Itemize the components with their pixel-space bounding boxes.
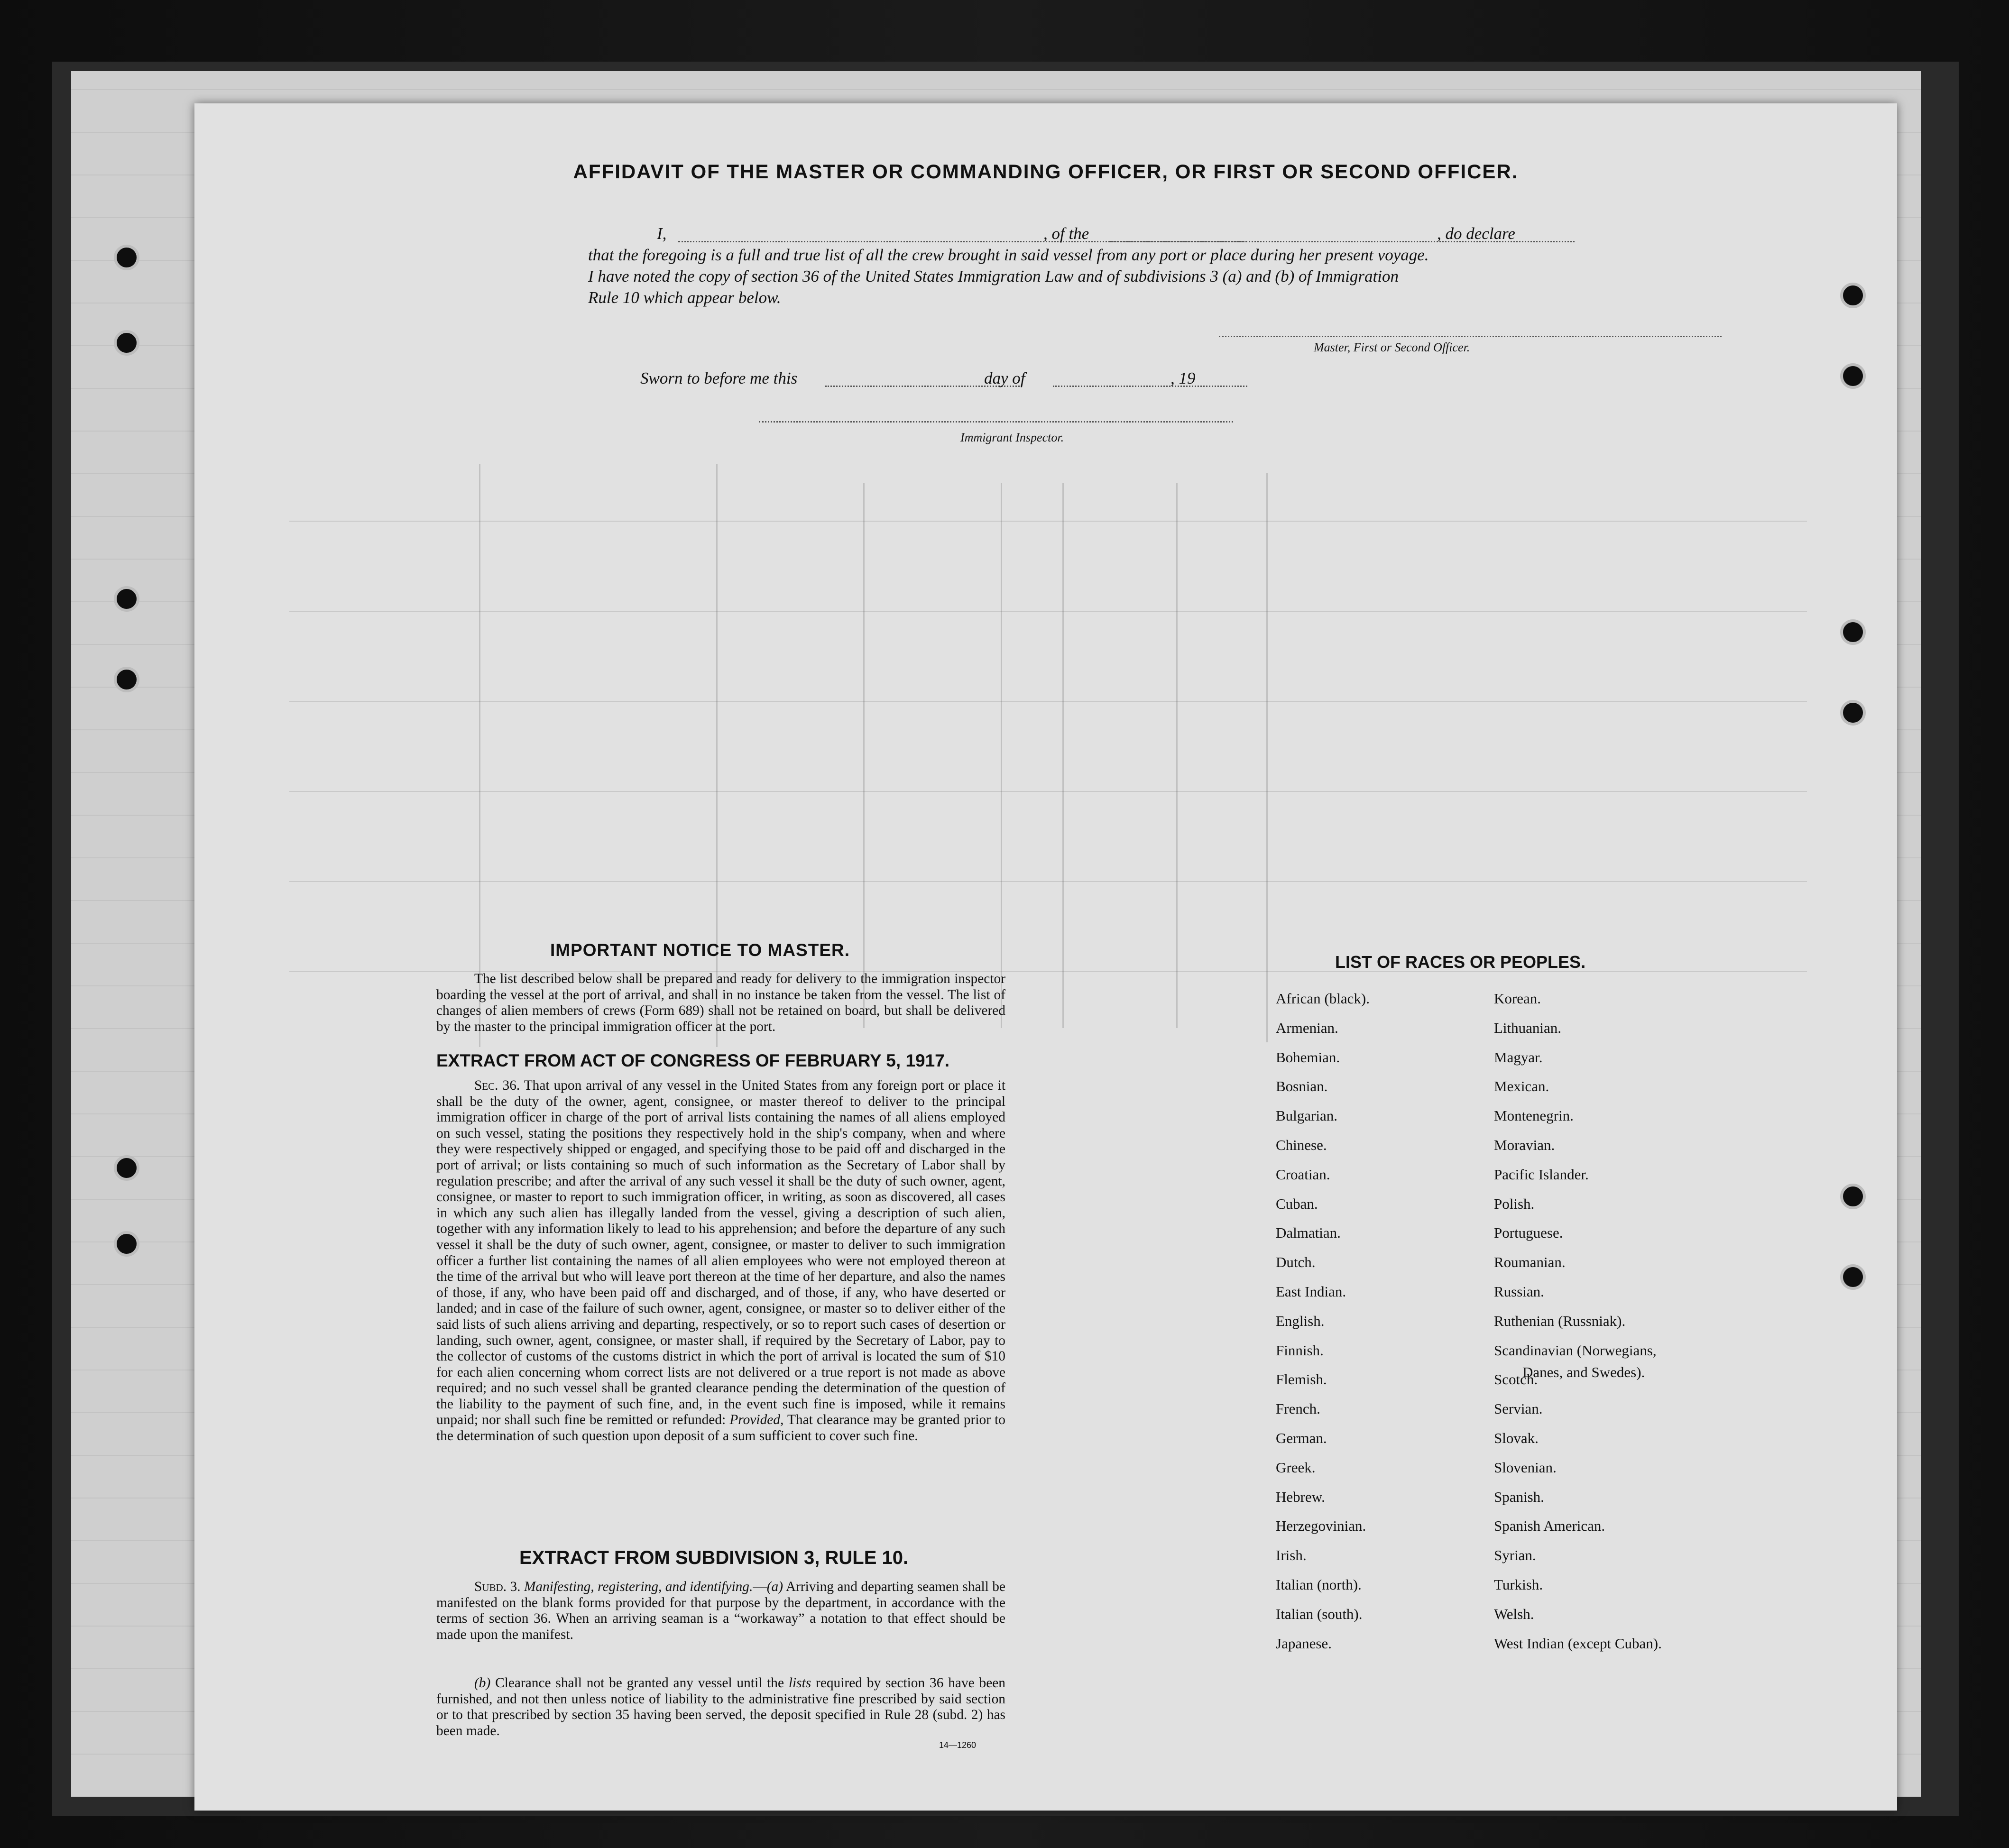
bleed-through-line xyxy=(1266,473,1268,1042)
race-item: Japanese. xyxy=(1276,1635,1332,1652)
race-item: Korean. xyxy=(1494,990,1541,1007)
subd-a-label: (a) xyxy=(766,1579,783,1594)
bleed-through-line xyxy=(1176,483,1178,1028)
race-item: West Indian (except Cuban). xyxy=(1494,1635,1662,1652)
subd-b-text-1: Clearance shall not be granted any vessel until the xyxy=(495,1675,784,1691)
print-code: 14—1260 xyxy=(939,1740,977,1750)
rule-extract-title: EXTRACT FROM SUBDIVISION 3, RULE 10. xyxy=(519,1547,909,1568)
signature-line xyxy=(1219,336,1722,337)
race-item: Hebrew. xyxy=(1276,1488,1325,1505)
race-item: Bosnian. xyxy=(1276,1078,1328,1095)
bleed-through-line xyxy=(863,483,865,1028)
affidavit-page xyxy=(194,103,1897,1811)
race-item: Moravian. xyxy=(1494,1136,1555,1153)
race-item: Scandinavian (Norwegians, xyxy=(1494,1342,1657,1359)
punch-hole xyxy=(114,245,139,270)
sworn-month-blank xyxy=(1053,386,1247,387)
race-item: Servian. xyxy=(1494,1400,1543,1417)
bleed-through-line xyxy=(289,701,1807,702)
affidavit-do-declare: , do declare xyxy=(1437,224,1515,243)
act-extract-text xyxy=(436,1078,1005,1444)
race-item: Irish. xyxy=(1276,1547,1307,1564)
subd-b-text-2: required by section 36 have been furnished, and not then unless notice of liability to the administrative fine prescribed by said section or to that prescribed by section 35 having been served, the deposit specified in Rule 28 (subd. 2) has been made. xyxy=(436,1675,1005,1738)
race-item: Flemish. xyxy=(1276,1371,1327,1388)
punch-hole xyxy=(1840,700,1866,726)
race-item: Greek. xyxy=(1276,1459,1316,1476)
affidavit-of-the: , of the xyxy=(1043,224,1089,243)
races-left-column xyxy=(1276,989,1370,1663)
rule-subd-b xyxy=(436,1675,1005,1739)
proviso-word: Provided, xyxy=(729,1412,784,1428)
sworn-prefix: Sworn to before me this xyxy=(640,369,798,387)
punch-hole xyxy=(1840,283,1866,308)
race-item: Chinese. xyxy=(1276,1136,1327,1153)
bleed-through-line xyxy=(1001,483,1002,1028)
bleed-through-line xyxy=(289,791,1807,792)
bleed-through-line xyxy=(289,611,1807,612)
race-item: Italian (north). xyxy=(1276,1576,1362,1593)
race-item: Cuban. xyxy=(1276,1195,1318,1212)
punch-hole xyxy=(114,1155,139,1181)
punch-hole xyxy=(114,330,139,356)
race-item: Dutch. xyxy=(1276,1254,1316,1271)
race-item: Mexican. xyxy=(1494,1078,1549,1095)
affidavit-line-2: that the foregoing is a full and true list of all the crew brought in said vessel from any port or place during her present voyage. xyxy=(588,246,1429,264)
inspector-signature-line xyxy=(759,421,1233,423)
section-text-end: That clearance may be granted prior to the determination of such question upon deposit of a sum sufficient to cover such fine. xyxy=(436,1412,1005,1444)
race-item: Polish. xyxy=(1494,1195,1535,1212)
subd-heading: Manifesting, registering, and identifying. xyxy=(524,1579,753,1594)
notice-text: The list described below shall be prepared and ready for delivery to the immigration inspector boarding the vessel at the port of arrival, and shall in no instance be taken from the vessel. The list of changes of alien members of crews (Form 689) shall not be retained on board, but shall be delivered by the master to the principal immigration officer at the port. xyxy=(436,971,1005,1034)
sworn-day-of: day of xyxy=(984,369,1025,387)
punch-hole xyxy=(114,1231,139,1257)
race-item: Montenegrin. xyxy=(1494,1107,1574,1124)
race-item: Roumanian. xyxy=(1494,1254,1566,1271)
races-right-column xyxy=(1494,989,1662,1663)
race-item: East Indian. xyxy=(1276,1283,1346,1300)
rule-subd-a: Subd. 3. Manifesting, registering, and identifying.—(a) Arriving and departing seamen shall be manifested on the blank forms provided for that purpose by the department, in accordance with the terms of section 36. When an arriving seaman is a “workaway” a notation to that effect should be made upon the manifest. xyxy=(436,1579,1005,1642)
affidavit-line-4: Rule 10 which appear below. xyxy=(588,288,781,307)
race-item: Spanish. xyxy=(1494,1488,1544,1505)
subd-label: Subd. 3. xyxy=(474,1579,521,1594)
race-item: African (black). xyxy=(1276,990,1370,1007)
race-item: Slovenian. xyxy=(1494,1459,1557,1476)
race-item: Spanish American. xyxy=(1494,1517,1605,1535)
act-extract-title: EXTRACT FROM ACT OF CONGRESS OF FEBRUARY 5, 1917. xyxy=(436,1051,950,1070)
race-item: Italian (south). xyxy=(1276,1605,1363,1622)
race-item: Portuguese. xyxy=(1494,1224,1563,1241)
race-item: Herzegovinian. xyxy=(1276,1517,1366,1535)
race-item: Welsh. xyxy=(1494,1605,1534,1622)
affidavit-i: I, xyxy=(657,224,667,243)
race-item: Pacific Islander. xyxy=(1494,1166,1589,1183)
subd-a-text: Arriving and departing seamen shall be manifested on the blank forms provided for that purpose by the department, in accordance with the terms of section 36. When an arriving seaman is a “workaway” a notation to that effect should be made upon the manifest. xyxy=(436,1579,1005,1642)
race-item: Russian. xyxy=(1494,1283,1544,1300)
subd-b-lists-word: lists xyxy=(788,1675,811,1691)
punch-hole xyxy=(1840,1184,1866,1209)
signature-label: Master, First or Second Officer. xyxy=(1314,340,1470,354)
race-item: Turkish. xyxy=(1494,1576,1543,1593)
section-label: Sec. 36. xyxy=(474,1078,520,1093)
race-item: Bulgarian. xyxy=(1276,1107,1337,1124)
bleed-through-line xyxy=(479,464,480,1047)
race-item-continuation: Danes, and Swedes). xyxy=(1522,1364,1645,1380)
race-item: German. xyxy=(1276,1429,1327,1446)
race-item: English. xyxy=(1276,1312,1325,1329)
section-text: That upon arrival of any vessel in the United States from any foreign port or place it shall be the duty of the owner, agent, consignee, or master thereof to deliver to the principal immigration officer in charge of the port of arrival lists containing the names of all aliens employed on such vessel, stating the positions they respectively hold in the ship's company, when and where they were respectively shipped or engaged, and specifying those to be paid off and discharged in the port of arrival; or lists containing so much of such information as the Secretary of Labor shall by regulation prescribe; and after the arrival of any such vessel it shall be the duty of such owner, agent, consignee, or master to report to such immigration officer, in writing, as soon as discovered, all cases in which any such alien has illegally landed from the vessel, giving a description of such alien, together with any information likely to lead to his apprehension; and before the departure of any such vessel it shall be the duty of such owner, agent, consignee, or master to deliver to such immigration officer a further list containing the names of all alien employees who were not employed thereon at the time of the arrival but who will leave port thereon at the time of her departure, and also the names of those, if any, who have been paid off and discharged, and of those, if any, who have deserted or landed; and in case of the failure of such owner, agent, consignee, or master so to deliver either of the said lists of such aliens arriving and departing, respectively, or so to report such cases of desertion or landing, such owner, agent, consignee, or master shall, if required by the Secretary of Labor, pay to the collector of customs of the customs district in which the port of arrival is located the sum of $10 for each alien concerning whom correct lists are not delivered or a true report is not made as above required; and no such vessel shall be granted clearance pending the determination of the question of the liability to the payment of such fine, and, in the event such fine is imposed, while it remains unpaid; nor shall such fine be remitted or refunded: xyxy=(436,1078,1005,1428)
race-item: Syrian. xyxy=(1494,1547,1536,1564)
race-item: Scotch. xyxy=(1494,1371,1538,1388)
race-item: Croatian. xyxy=(1276,1166,1330,1183)
sworn-year: , 19 xyxy=(1170,369,1196,387)
race-item: Armenian. xyxy=(1276,1019,1338,1036)
punch-hole xyxy=(114,586,139,612)
race-item: Slovak. xyxy=(1494,1429,1539,1446)
inspector-label: Immigrant Inspector. xyxy=(960,431,1064,444)
race-item: Dalmatian. xyxy=(1276,1224,1341,1241)
punch-hole xyxy=(1840,619,1866,645)
race-item: French. xyxy=(1276,1400,1320,1417)
race-item: Magyar. xyxy=(1494,1048,1543,1066)
punch-hole xyxy=(1840,1264,1866,1290)
bleed-through-line xyxy=(289,881,1807,882)
races-title: LIST OF RACES OR PEOPLES. xyxy=(1335,952,1586,972)
race-item: Lithuanian. xyxy=(1494,1019,1562,1036)
affidavit-line-3: I have noted the copy of section 36 of the United States Immigration Law and of subdivisions 3 (a) and (b) of Immigration xyxy=(588,267,1399,285)
affidavit-title: AFFIDAVIT OF THE MASTER OR COMMANDING OFFICER, OR FIRST OR SECOND OFFICER. xyxy=(573,160,1519,183)
punch-hole xyxy=(1840,363,1866,389)
bleed-through-line xyxy=(1062,483,1064,1028)
punch-hole xyxy=(114,667,139,692)
notice-title: IMPORTANT NOTICE TO MASTER. xyxy=(550,940,850,960)
race-item: Finnish. xyxy=(1276,1342,1324,1359)
race-item: Ruthenian (Russniak). xyxy=(1494,1312,1626,1329)
subd-b-label: (b) xyxy=(474,1675,491,1691)
race-item: Bohemian. xyxy=(1276,1048,1340,1066)
bleed-through-line xyxy=(289,521,1807,522)
